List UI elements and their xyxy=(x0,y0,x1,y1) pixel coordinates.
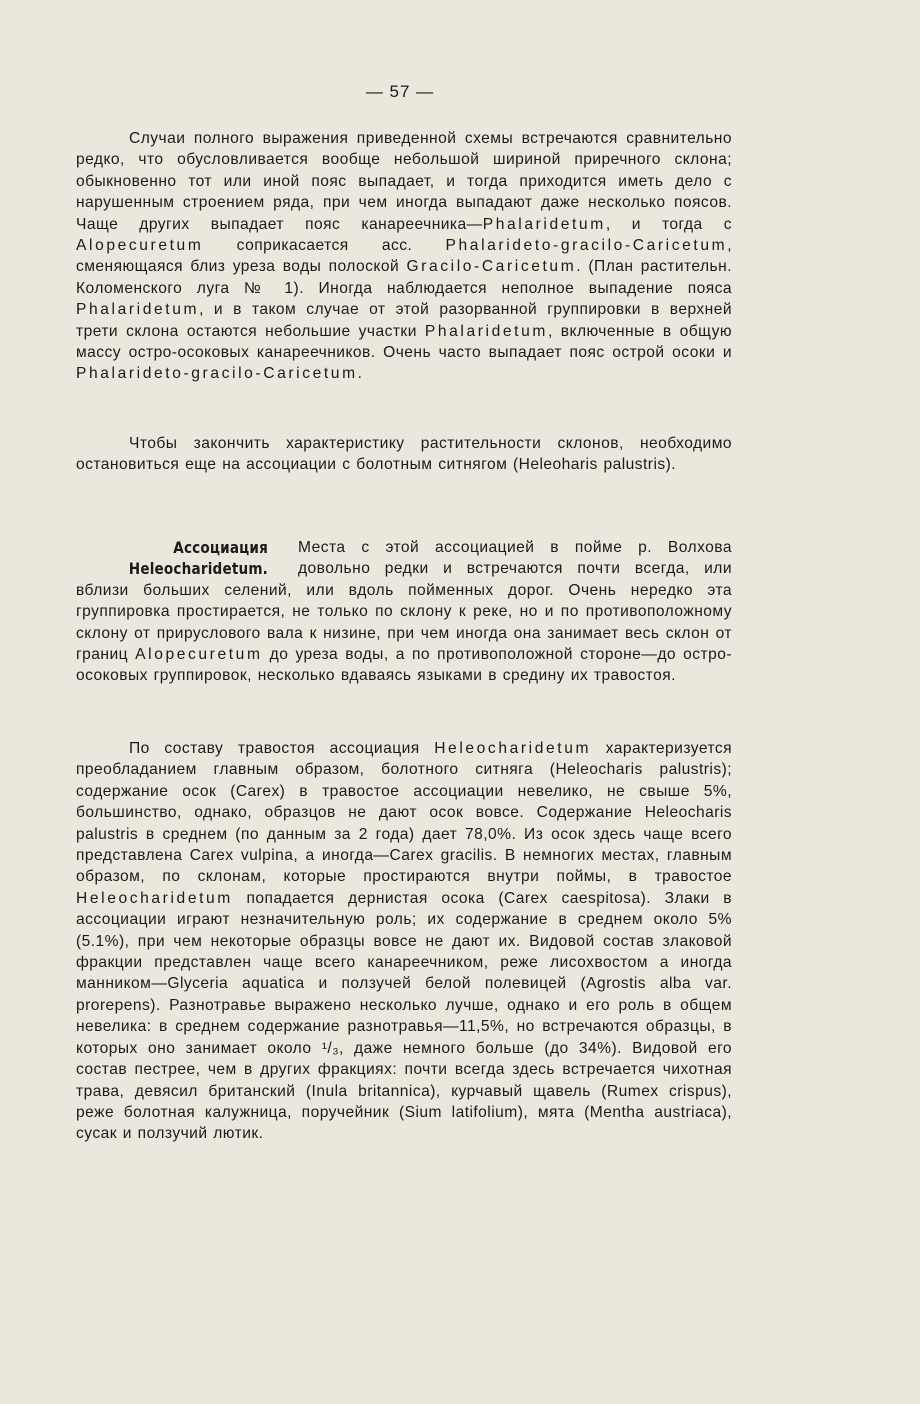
association-name: Alopecuretum xyxy=(76,237,204,255)
association-name: Phalaridetum xyxy=(76,301,200,319)
text-run: . xyxy=(357,365,363,383)
text-run: соприкасается асс. xyxy=(203,237,446,255)
section-heleocharidetum xyxy=(76,537,732,687)
heading-line: Ассоциация xyxy=(173,538,268,557)
text-run: , и тогда с xyxy=(605,215,732,233)
association-name: Phalaridetum xyxy=(424,322,548,340)
association-name: Gracilo-Caricetum xyxy=(406,258,577,276)
text-run: Случаи полного выражения приведенной схемы встречаются сравнительно редко, что обусловливается вообще небольшой шириной приречного склона; обыкновенно тот или иной пояс выпадает, и тогда приходится иметь дело с нарушенным строением ряда, при чем иногда выпадают даже несколько поясов. Чаще других выпадает пояс канареечника— xyxy=(76,130,732,233)
association-name: Heleocharidetum xyxy=(434,740,592,757)
heading-line: Heleocharidetum. xyxy=(128,559,268,579)
paragraph-composition xyxy=(76,738,732,1145)
paragraph-heleoharis-intro xyxy=(76,433,732,476)
association-name: Phalarideto-gracilo-Caricetum xyxy=(445,237,728,255)
text-run: Места с этой ассоциацией в пойме р. Волхова довольно редки и встречаются почти всегда, или вблизи больших селений, или вдоль пойменных дорог. Очень нередко эта группировка простирается, не только по склону к реке, но и по противоположному склону от прируслового вала к низине, при чем иногда она занимает весь склон от границ xyxy=(76,539,732,664)
paragraph-text xyxy=(76,128,732,385)
paragraph-slope-scheme xyxy=(76,128,732,385)
text-run: , сменяющаяся близ уреза воды полоской xyxy=(76,237,732,276)
text-run: характеризуется преобладанием главным образом, болотного ситняга (Heleocharis palustris); содержание осок (Carex) в травостое ассоциации невелико, не свыше 5%, большинство, однако, образцов не дают осок вовсе. Содержание Heleocharis palustris в среднем (по данным за 2 года) дает 78,0%. Из осок здесь чаще всего представлена Carex vulpina, а иногда—Carex gracilis. В немногих местах, главным образом, по склонам, которые простираются внутри поймы, в травостое xyxy=(76,740,732,886)
association-name: Phalaridetum xyxy=(482,215,606,233)
text-run: попадается дернистая осока (Carex caespitosa). Злаки в ассоциации играют незначительную роль; их содержание в среднем около 5% (5.1%), при чем некоторые образцы вовсе не дают их. Видовой состав злаковой фракции представлен чаще всего канареечником, реже лисохвостом а иногда манником—Glyceria aquatica и ползучей белой полевицей (Agrostis alba var. prorepens). Разнотравье выражено несколько лучше, однако и его роль в общем невелика: в среднем содержание разнотравья—11,5%, но встречаются образцы, в которых оно занимает около ¹/₃, даже немного больше (до 34%). Видовой его состав пестрее, чем в других фракциях: почти всегда здесь встречается чихотная трава, девясил британский (Inula britannica), курчавый щавель (Rumex crispus), реже болотная калужница, поручейник (Sium latifolium), мята (Mentha austriaca), сусак и ползучий лютик. xyxy=(76,889,732,1143)
text-run: . (План растительн. Коломенского луга № 1). Иногда наблюдается неполное выпадение пояса xyxy=(76,258,732,297)
paragraph-text xyxy=(76,738,732,1145)
text-run: По составу травостоя ассоциация xyxy=(129,740,435,757)
association-name: Heleocharidetum xyxy=(76,889,233,907)
paragraph-text: Чтобы закончить характеристику растительности склонов, необходимо остановиться еще на ассоциации с болотным ситнягом (Heleoharis palustris). xyxy=(76,435,732,474)
text-run: , включенные в общую массу остро-осоковых канареечников. Очень часто выпадает пояс острой осоки и xyxy=(76,322,732,362)
association-name: Alopecuretum xyxy=(135,646,263,664)
association-name: Phalarideto-gracilo-Caricetum xyxy=(76,365,358,383)
text-run: , и в таком случае от этой разорванной группировки в верхней трети склона остаются небольшие участки xyxy=(76,301,732,340)
section-heading xyxy=(103,537,268,580)
page-number: — 57 — xyxy=(365,82,435,101)
text-run: до уреза воды, а по противоположной стороне—до остро-осоковых группировок, несколько вдаваясь языками в средину их травостоя. xyxy=(76,646,732,685)
